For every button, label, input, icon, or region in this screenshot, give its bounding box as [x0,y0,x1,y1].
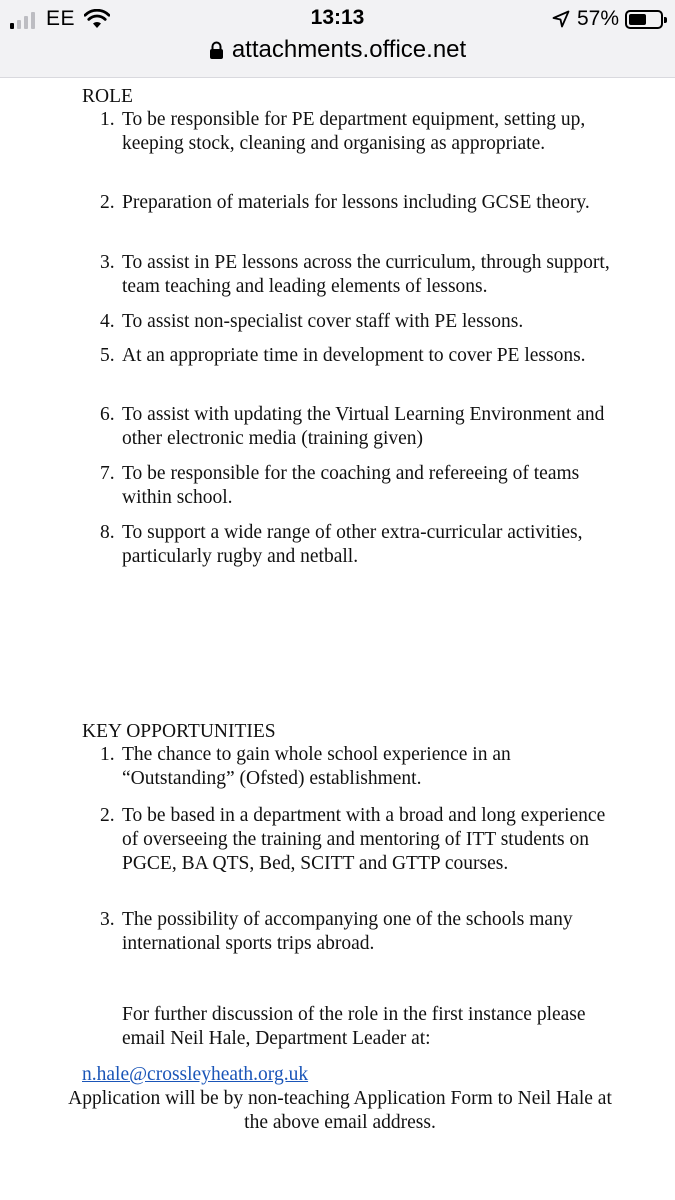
role-item-number: 4. [100,311,115,332]
role-item [100,108,612,156]
battery-percentage: 57% [576,7,619,30]
role-item [100,521,612,569]
role-item [100,403,612,451]
opportunity-item-text: The chance to gain whole school experience in an “Outstanding” (Ofsted) establishment. [122,744,511,789]
role-item-text: To be responsible for the coaching and refereeing of teams within school. [122,463,580,508]
role-item [100,344,612,368]
clock: 13:13 [310,6,365,29]
role-heading: ROLE [82,86,133,107]
role-item [100,462,612,510]
contact-paragraph: For further discussion of the role in the first instance please email Neil Hale, Department Leader at: [122,1004,586,1049]
opportunity-item [100,804,612,876]
status-bar [0,0,675,78]
role-item [100,310,612,334]
role-item-number: 7. [100,463,115,484]
role-item-number: 2. [100,192,115,213]
role-item-number: 6. [100,404,115,425]
role-item [100,251,612,299]
battery-icon [625,10,663,29]
battery-fill [629,14,646,25]
opportunity-item-text: The possibility of accompanying one of the schools many international sports trips abroad. [122,909,573,954]
opportunity-item-text: To be based in a department with a broad and long experience of overseeing the training and mentoring of ITT students on PGCE, BA QTS, Bed, SCITT and GTTP courses. [122,805,606,874]
role-item [100,191,612,215]
status-right [552,7,663,31]
email-link[interactable]: n.hale@crossleyheath.org.uk [82,1064,309,1085]
role-item-text: To be responsible for PE department equipment, setting up, keeping stock, cleaning and organising as appropriate. [122,109,586,154]
opportunity-item [100,908,612,956]
role-item-text: To support a wide range of other extra-curricular activities, particularly rugby and netball. [122,522,583,567]
document-body [0,78,675,1200]
role-item-number: 5. [100,345,115,366]
key-opportunities-heading: KEY OPPORTUNITIES [82,721,276,742]
lock-icon [209,41,224,60]
role-item-text: To assist with updating the Virtual Learning Environment and other electronic media (training given) [122,404,605,449]
location-arrow-icon [552,10,570,28]
role-item-number: 8. [100,522,115,543]
role-item-number: 1. [100,109,115,130]
role-item-text: To assist in PE lessons across the curriculum, through support, team teaching and leading elements of lessons. [122,252,610,297]
role-item-number: 3. [100,252,115,273]
url-text[interactable]: attachments.office.net [231,36,467,63]
role-item-text: Preparation of materials for lessons including GCSE theory. [122,192,590,213]
role-item-text: To assist non-specialist cover staff with PE lessons. [122,311,524,332]
url-bar[interactable] [0,36,675,64]
opportunity-item [100,743,612,791]
role-item-text: At an appropriate time in development to cover PE lessons. [122,345,586,366]
opportunity-item-number: 1. [100,744,115,765]
carrier-name: EE [46,7,76,30]
opportunity-item-number: 2. [100,805,115,826]
application-note: Application will be by non-teaching Application Form to Neil Hale at the above email address. [68,1088,612,1133]
opportunity-item-number: 3. [100,909,115,930]
